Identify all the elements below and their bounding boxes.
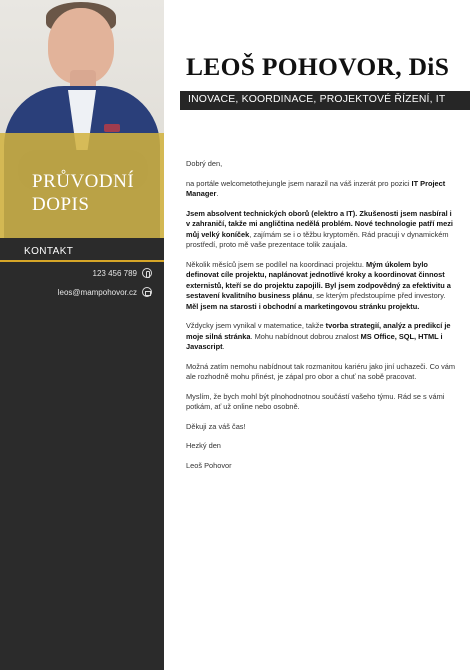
text: . Mohu nabídnout dobrou znalost [250, 331, 361, 341]
document-title [32, 170, 152, 216]
signature: Leoš Pohovor [186, 460, 232, 470]
photo-pocket-square [104, 124, 120, 132]
text: , se kterým předstoupíme před investory. [312, 291, 446, 300]
sidebar [0, 0, 164, 670]
paragraph-2 [186, 209, 456, 251]
contact-email [58, 287, 152, 297]
text: na portále welcometothejungle jsem narazil na váš inzerát pro pozici [186, 178, 412, 188]
text: , zajímám se i o těžbu kryptoměn. Rád pracuji v dynamickém prostředí, proto mě vaše prezentace tolik zaujala. [186, 229, 449, 249]
paragraph-3 [186, 260, 456, 313]
paragraph-1 [186, 179, 456, 200]
text: . [222, 342, 225, 351]
highlight: IT Project Manager [186, 178, 446, 198]
subtitle-bar [180, 91, 470, 110]
paragraph-4 [186, 321, 456, 353]
text: Vždycky jsem vynikal v matematice, takže [186, 321, 326, 330]
contact-phone [93, 268, 153, 278]
highlight: tvorba strategií, analýz a predikcí je moje silná stránka [186, 321, 451, 341]
greeting: Dobrý den, [186, 159, 223, 168]
kontakt-heading: KONTAKT [24, 246, 74, 257]
kontakt-divider [0, 260, 164, 262]
text: Několik měsíců jsem se podílel na koordinaci projektu. [186, 259, 366, 269]
closing: Hezký den [186, 441, 221, 450]
highlight: Jsem absolvent technických oborů (elektro a IT). Zkušenosti jsem nasbíral i v zahraničí, takže mi angličtina nedělá problém. Nové technologie patří mezi můj velký koníček [186, 208, 453, 239]
text: . [216, 189, 219, 198]
letter-body [186, 159, 456, 480]
phone-number: 123 456 789 [92, 268, 137, 278]
paragraph-6: Myslím, že bych mohl být plnohodnotnou součástí vašeho týmu. Rád se s vámi potkám, ať už online nebo osobně. [186, 391, 445, 411]
highlight: MS Office, SQL, HTML i Javascript [186, 331, 443, 351]
paragraph-7: Děkuji za váš čas! [186, 421, 246, 431]
document-title-line1: PRŮVODNÍ [32, 171, 135, 192]
subtitle-text: INOVACE, KOORDINACE, PROJEKTOVÉ ŘÍZENÍ, IT [188, 94, 446, 105]
applicant-name: LEOŠ POHOVOR, DiS [186, 52, 450, 81]
highlight: Mým úkolem bylo definovat cíle projektu, naplánovat jednotlivé kroky a koordinovat činnost externistů, kteří se do projektu zapojili. Byl jsem zodpovědný za efektivitu a sestavení kvalitního business plánu [186, 259, 451, 300]
paragraph-5: Možná zatím nemohu nabídnout tak rozmanitou kariéru jako jiní uchazeči. Co vám ale rozhodně mohu přinést, je zápal pro obor a chuť na sobě pracovat. [186, 361, 456, 381]
email-address[interactable]: leos@mampohovor.cz [57, 287, 137, 297]
document-title-line2: DOPIS [32, 194, 90, 215]
highlight: Měl jsem na starosti i obchodní a marketingovou stránku projektu. [186, 301, 420, 311]
mail-icon [142, 287, 152, 297]
phone-icon [142, 268, 152, 278]
